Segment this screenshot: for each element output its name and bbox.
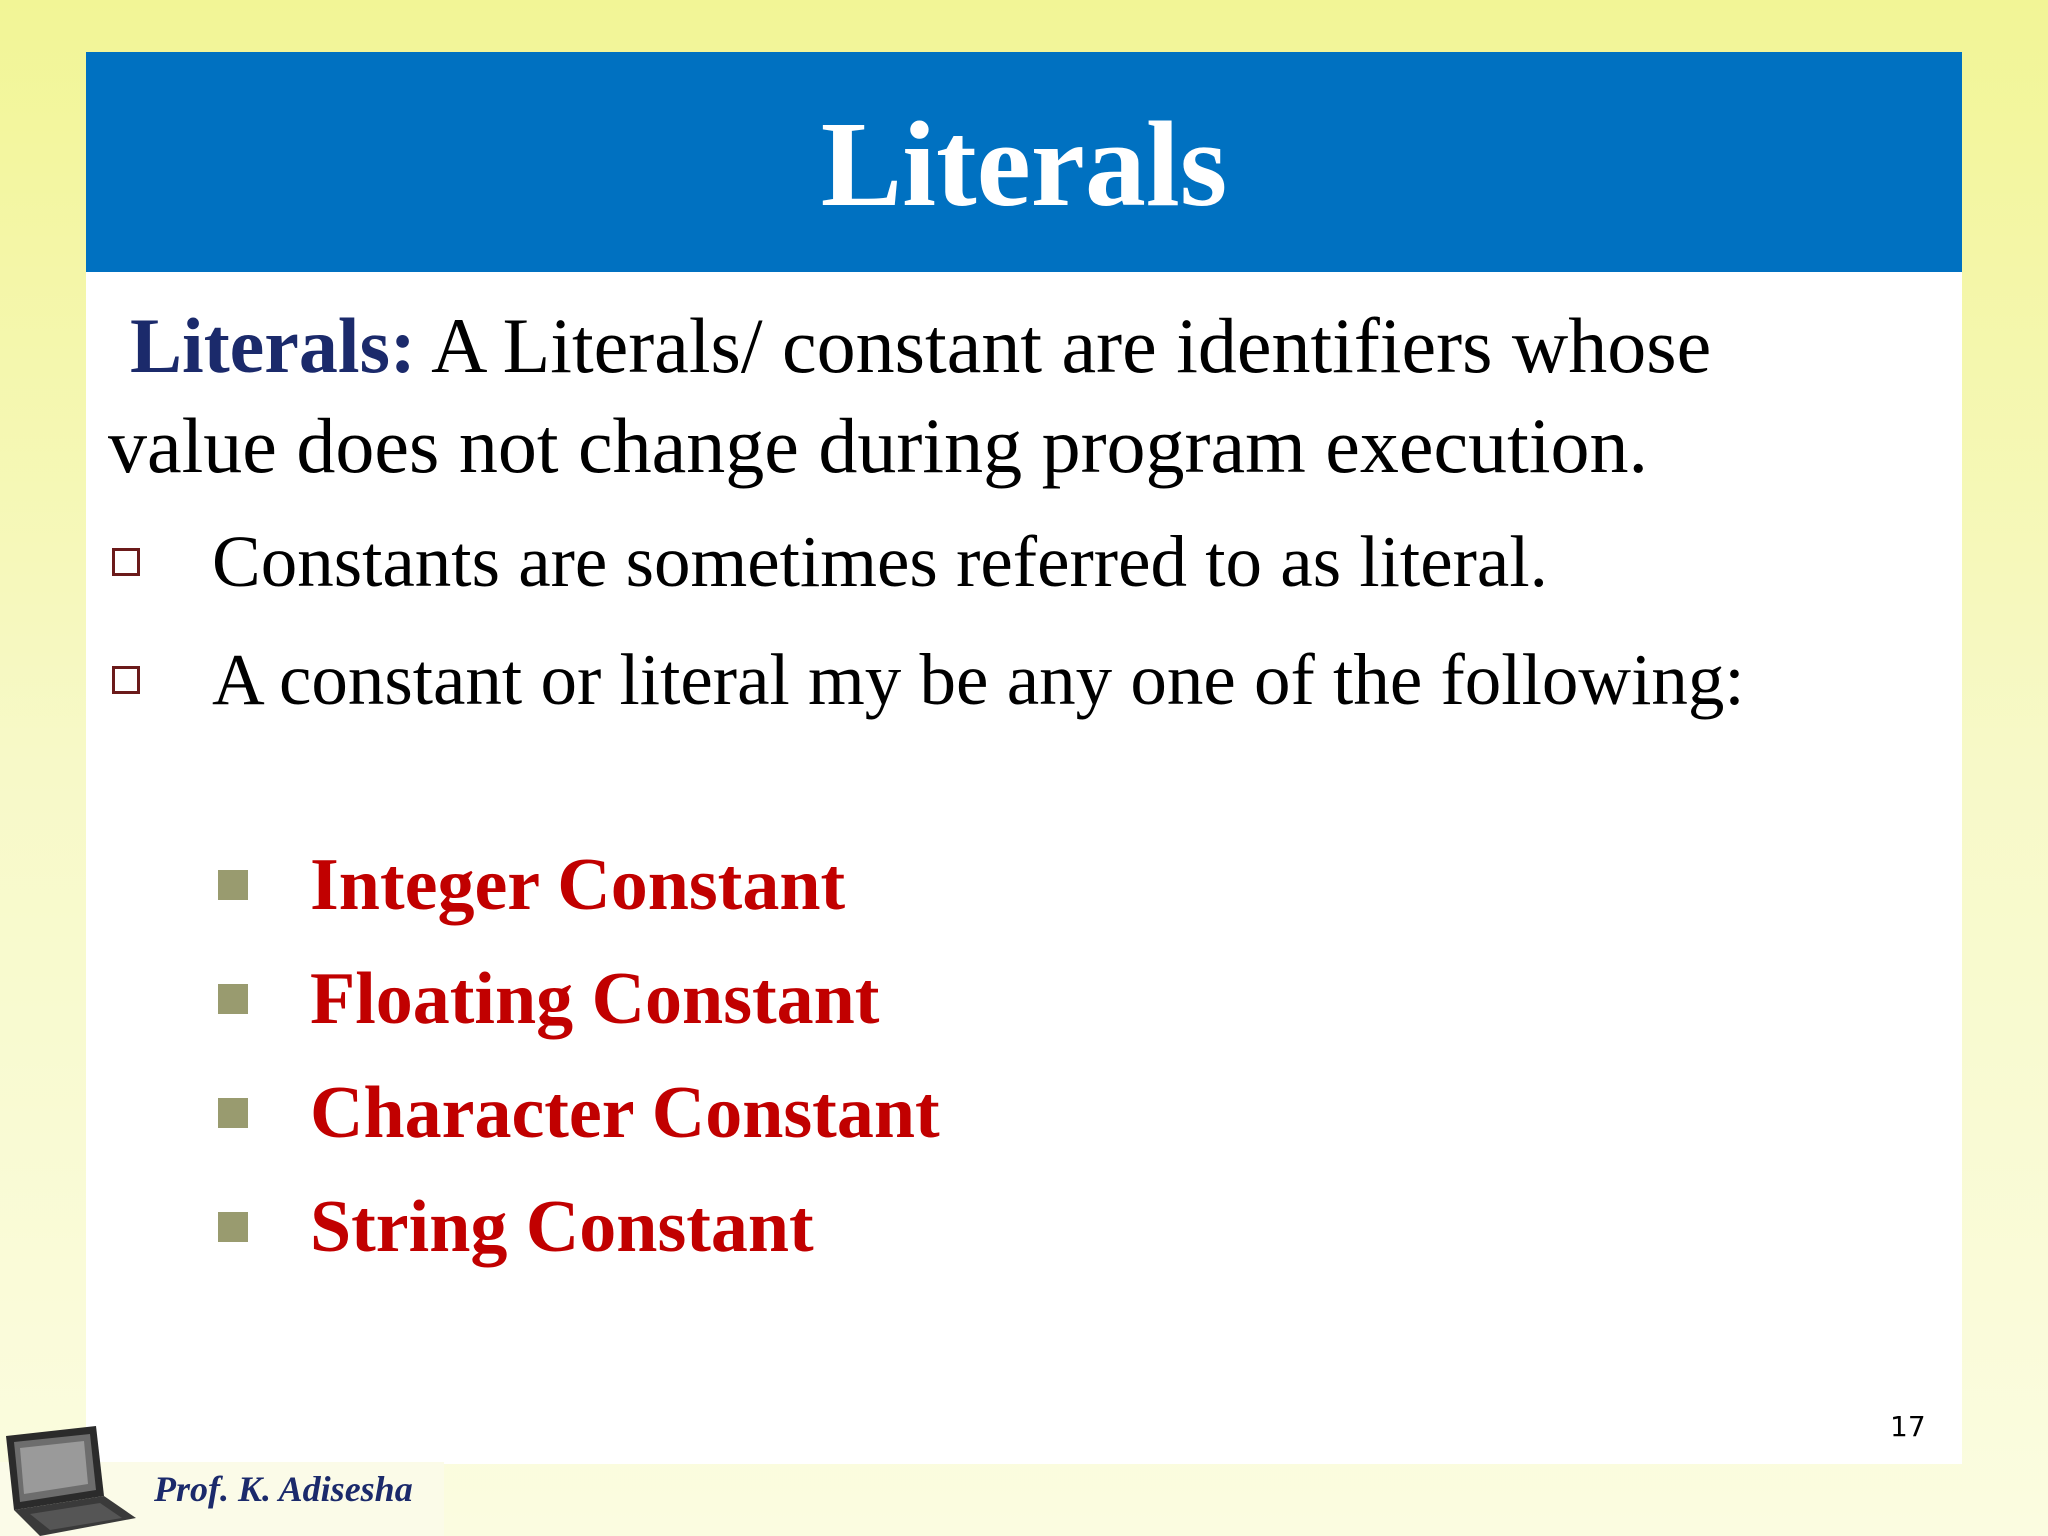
filled-square-bullet-icon: [218, 870, 248, 900]
author-signature: Prof. K. Adisesha: [154, 1469, 413, 1509]
intro-line-2: value does not change during program execution.: [108, 402, 1649, 489]
laptop-icon: [0, 1418, 140, 1536]
filled-square-bullet-icon: [218, 1212, 248, 1242]
hollow-square-bullet-icon: [112, 548, 140, 576]
sub-item-label: Floating Constant: [310, 958, 880, 1040]
filled-square-bullet-icon: [218, 984, 248, 1014]
slide-title: Literals: [820, 97, 1228, 232]
intro-paragraph: [108, 296, 1948, 496]
intro-term: Literals:: [130, 302, 416, 389]
bullet-text: A constant or literal my be any one of the following:: [212, 639, 1745, 720]
sub-item-label: String Constant: [310, 1186, 814, 1268]
title-bar: [86, 52, 1962, 272]
sub-item-label: Integer Constant: [310, 844, 846, 926]
bullet-text: Constants are sometimes referred to as literal.: [212, 521, 1548, 602]
page-number: 17: [1890, 1410, 1926, 1443]
hollow-square-bullet-icon: [112, 666, 140, 694]
filled-square-bullet-icon: [218, 1098, 248, 1128]
sub-item-label: Character Constant: [310, 1072, 940, 1154]
intro-line-1: A Literals/ constant are identifiers whose: [431, 302, 1712, 389]
